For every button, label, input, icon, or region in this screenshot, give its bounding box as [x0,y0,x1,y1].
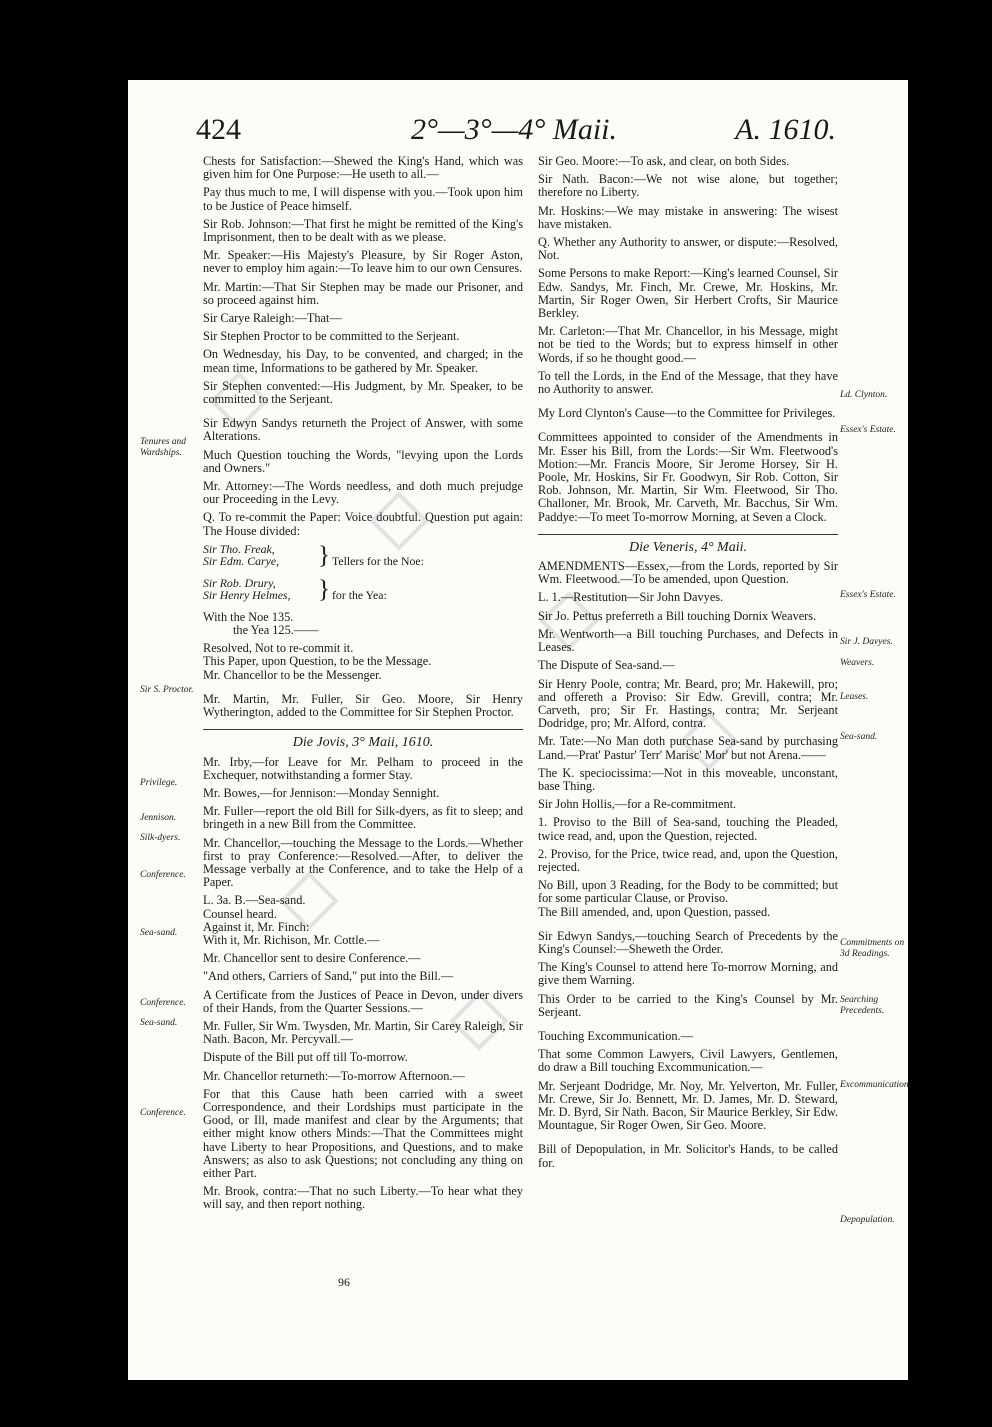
paragraph: 1. Proviso to the Bill of Sea-sand, touching the Pleaded, twice read, and, upon the Question, rejected. [538,815,838,843]
paragraph: Mr. Martin:—That Sir Stephen may be made our Prisoner, and so proceed against him. [203,279,523,307]
margin-note: Tenures and Wardships. [140,437,187,458]
paragraph: Pay thus much to me, I will dispense with you.—Took upon him to be Justice of Peace himself. [203,185,523,213]
paragraph: No Bill, upon 3 Reading, for the Body to be committed; but for some particular Clause, or Proviso. [538,878,838,906]
paragraph: Mr. Brook, contra:—That no such Liberty.—To hear what they will say, and then report nothing. [203,1184,523,1212]
paragraph: Mr. Speaker:—His Majesty's Pleasure, by Sir Roger Aston, never to employ him again:—To leave him to our own Censures. [203,248,523,276]
paragraph: Counsel heard. [203,906,277,921]
paragraph: On Wednesday, his Day, to be convented, and charged; in the mean time, Informations to be gathered by Mr. Speaker. [203,347,523,375]
header-year: A. 1610. [735,113,836,146]
margin-note: Ld. Clynton. [840,390,888,400]
section-heading: Die Jovis, 3° Maii, 1610. [292,735,434,751]
paragraph: This Order to be carried to the King's Counsel by Mr. Serjeant. [538,991,838,1019]
paragraph: Sir John Hollis,—for a Re-commitment. [538,797,737,812]
paragraph: Mr. Fuller—report the old Bill for Silk-dyers, as fit to sleep; and bringeth in a new Bill from the Committee. [203,804,523,832]
paragraph: For that this Cause hath been carried with a sweet Correspondence, and their Lordships must participate in the Good, or Ill, made manifest and clear by the Arguments; that either might know others Minds:—That the Committees might have Liberty to hear Propositions, and Questions, and to make Answers; as also to ask Questions; not concluding any thing on either Part. [203,1086,523,1180]
margin-note: Privilege. [140,778,178,788]
paragraph: Mr. Martin, Mr. Fuller, Sir Geo. Moore, Sir Henry Wytherington, added to the Committee for Sir Stephen Proctor. [203,691,523,720]
paragraph: Mr. Fuller, Sir Wm. Twysden, Mr. Martin, Sir Carey Raleigh, Sir Nath. Bacon, Mr. Percyvall.— [203,1018,523,1047]
paragraph: Mr. Hoskins:—We may mistake in answering: The wisest have mistaken. [538,203,838,231]
margin-note: Silk-dyers. [140,833,181,843]
paragraph: Sir Edwyn Sandys returneth the Project of Answer, with some Alterations. [203,416,523,444]
vote-count: the Yea 125.—— [233,623,319,638]
paragraph: Dispute of the Bill put off till To-morrow. [203,1050,408,1065]
paragraph: L. 1.—Restitution—Sir John Davyes. [538,590,724,605]
header-dates: 2°—3°—4° Maii. [411,113,618,146]
teller-name: Sir Edm. Carye, [203,554,280,569]
paragraph: Mr. Serjeant Dodridge, Mr. Noy, Mr. Yelverton, Mr. Fuller, Mr. Crewe, Sir Jo. Bennett, Mr. D. James, Mr. D. Steward, Mr. D. Byrd, Sir Nath. Bacon, Sir Maurice Berkley, Sir Edw. Mountague, Sir Roger Owen, Sir Geo. Moore. [538,1078,838,1133]
teller-name: Sir Henry Helmes, [203,588,291,603]
paragraph: To tell the Lords, in the End of the Message, that they have no Authority to answer. [538,368,838,397]
margin-note: Depopulation. [840,1215,895,1225]
paragraph: The King's Counsel to attend here To-morrow Morning, and give them Warning. [538,960,838,988]
paragraph: Sir Stephen convented:—His Judgment, by Mr. Speaker, to be committed to the Serjeant. [203,378,523,407]
paragraph: Mr. Chancellor,—touching the Message to the Lords.—Whether first to pray Conference:—Resolved.—After, to deliver the Message verbally at the Conference, and to take the Help of a Paper. [203,835,523,890]
paragraph: Mr. Carleton:—That Mr. Chancellor, in his Message, might not be tied to the Words; but to express himself in other Words, if so he thought good.— [538,324,838,365]
margin-note: Essex's Estate. [840,425,896,435]
paragraph: Some Persons to make Report:—King's learned Counsel, Sir Edw. Sandys, Mr. Finch, Mr. Crewe, Mr. Hoskins, Mr. Martin, Sir Roger Owen, Sir Herbert Crofts, Sir Maurice Berkley. [538,266,838,321]
paragraph: The K. speciocissima:—Not in this moveable, unconstant, base Thing. [538,765,838,793]
margin-note: Essex's Estate. [840,590,896,600]
paragraph: Resolved, Not to re-commit it. [203,641,354,656]
paragraph: Touching Excommunication.— [538,1028,693,1043]
paragraph: A Certificate from the Justices of Peace in Devon, under divers of their Hands, from the Quarter Sessions.— [203,987,523,1015]
margin-note: Sir J. Davyes. [840,637,893,647]
margin-note: Searching Precedents. [840,995,885,1016]
paragraph: Sir Rob. Johnson:—That first he might be remitted of the King's Imprisonment, then to be dealt with as we please. [203,216,523,245]
paragraph: The Bill amended, and, upon Question, passed. [538,904,771,919]
tellers-label: for the Yea: [332,587,387,602]
tellers-yea [203,577,523,608]
margin-note: Sir S. Proctor. [140,685,194,695]
paragraph: Sir Jo. Pettus preferreth a Bill touching Dornix Weavers. [538,608,817,623]
margin-note: Sea-sand. [140,1018,178,1028]
paragraph: That some Common Lawyers, Civil Lawyers, Gentlemen, do draw a Bill touching Excommunication.— [538,1047,838,1075]
page-header [196,110,836,150]
paragraph: Mr. Chancellor to be the Messenger. [203,667,382,682]
paragraph: AMENDMENTS—Essex,—from the Lords, reported by Sir Wm. Fleetwood.—To be amended, upon Question. [538,559,838,587]
paragraph: This Paper, upon Question, to be the Message. [203,654,432,669]
paragraph: Q. To re-commit the Paper: Voice doubtful. Question put again: The House divided: [203,510,523,538]
margin-note: Weavers. [840,658,875,668]
right-column [538,155,838,1175]
paragraph: Mr. Chancellor sent to desire Conference.— [203,951,421,966]
paragraph: Mr. Attorney:—The Words needless, and doth much prejudge our Proceeding in the Levy. [203,479,523,507]
paragraph: Sir Edwyn Sandys,—touching Search of Precedents by the King's Counsel:—Sheweth the Order. [538,928,838,956]
margin-note: Conference. [140,870,186,880]
paragraph: Chests for Satisfaction:—Shewed the King's Hand, which was given him for One Purpose:—He useth to all.— [203,154,523,182]
paragraph: "And others, Carriers of Sand," put into the Bill.— [203,969,454,984]
paragraph: Q. Whether any Authority to answer, or dispute:—Resolved, Not. [538,235,838,263]
margin-note: Conference. [140,998,186,1008]
margin-note: Conference. [140,1108,186,1118]
paragraph: Much Question touching the Words, "levying upon the Lords and Owners." [203,447,523,475]
teller-name: Sir Rob. Drury, [203,575,276,590]
tellers-label: Tellers for the Noe: [332,553,424,568]
brace-icon: } [318,541,330,569]
signature-mark: 96 [338,1275,350,1289]
section-divider [538,534,838,535]
paragraph: Mr. Tate:—No Man doth purchase Sea-sand by purchasing Land.—Prat' Pastur' Terr' Marisc' Mor' but not Arena.—— [538,734,838,762]
paragraph: My Lord Clynton's Cause—to the Committee for Privileges. [538,406,836,421]
paragraph: L. 3a. B.—Sea-sand. [203,893,306,908]
paragraph: Committees appointed to consider of the Amendments in Mr. Esser his Bill, from the Lords:—Sir Wm. Fleetwood's Motion:—Mr. Francis Moore, Sir Jerome Horsey, Sir H. Poole, Mr. Hoskins, Sir Fr. Goodwyn, Sir Rob. Cotton, Sir Rob. Johnson, Mr. Martin, Sir Wm. Fleetwood, Sir Tho. Challoner, Mr. Brook, Mr. Carveth, Mr. Bacchus, Sir Wm. Paddye:—To meet To-morrow Morning, at Seven a Clock. [538,430,838,524]
teller-name: Sir Tho. Freak, [203,541,275,556]
paragraph: With it, Mr. Richison, Mr. Cottle.— [203,932,380,947]
paragraph: Sir Nath. Bacon:—We not wise alone, but together; therefore no Liberty. [538,172,838,200]
paragraph: Mr. Wentworth—a Bill touching Purchases, and Defects in Leases. [538,626,838,655]
margin-note: Sea-sand. [840,732,878,742]
paragraph: Sir Carye Raleigh:—That— [203,311,342,326]
margin-note: Leases. [840,692,869,702]
page-number: 424 [196,113,241,146]
paragraph: Sir Stephen Proctor to be committed to the Serjeant. [203,329,460,344]
paragraph: Mr. Irby,—for Leave for Mr. Pelham to proceed in the Exchequer, notwithstanding a former Stay. [203,754,523,782]
margin-note: Sea-sand. [140,928,178,938]
paragraph: Sir Geo. Moore:—To ask, and clear, on both Sides. [538,154,790,168]
paragraph: Mr. Bowes,—for Jennison:—Monday Sennight. [203,785,440,800]
vote-count: With the Noe 135. [203,609,294,624]
paragraph: 2. Proviso, for the Price, twice read, and, upon the Question, rejected. [538,846,838,874]
left-column [203,155,523,1217]
margin-note: Jennison. [140,813,177,823]
paragraph: Against it, Mr. Finch: [203,919,310,934]
paragraph: Sir Henry Poole, contra; Mr. Beard, pro; Mr. Hakewill, pro; and offereth a Proviso: Sir Edw. Grevill, contra; Mr. Carveth, pro; Sir Fr. Hastings, contra; Mr. Serjeant Dodridge, pro; Mr. Alford, contra. [538,676,838,731]
margin-note: Excommunication. [840,1080,911,1090]
paragraph: Bill of Depopulation, in Mr. Solicitor's Hands, to be called for. [538,1142,838,1170]
section-divider [203,729,523,730]
document-page [128,80,911,1380]
tellers-noe [203,543,523,574]
brace-icon: } [318,575,330,603]
paragraph: The Dispute of Sea-sand.— [538,658,675,673]
paragraph: Mr. Chancellor returneth:—To-morrow Afternoon.— [203,1068,465,1083]
section-heading: Die Veneris, 4° Maii. [629,539,747,555]
margin-note: Commitments on 3d Readings. [840,938,905,959]
